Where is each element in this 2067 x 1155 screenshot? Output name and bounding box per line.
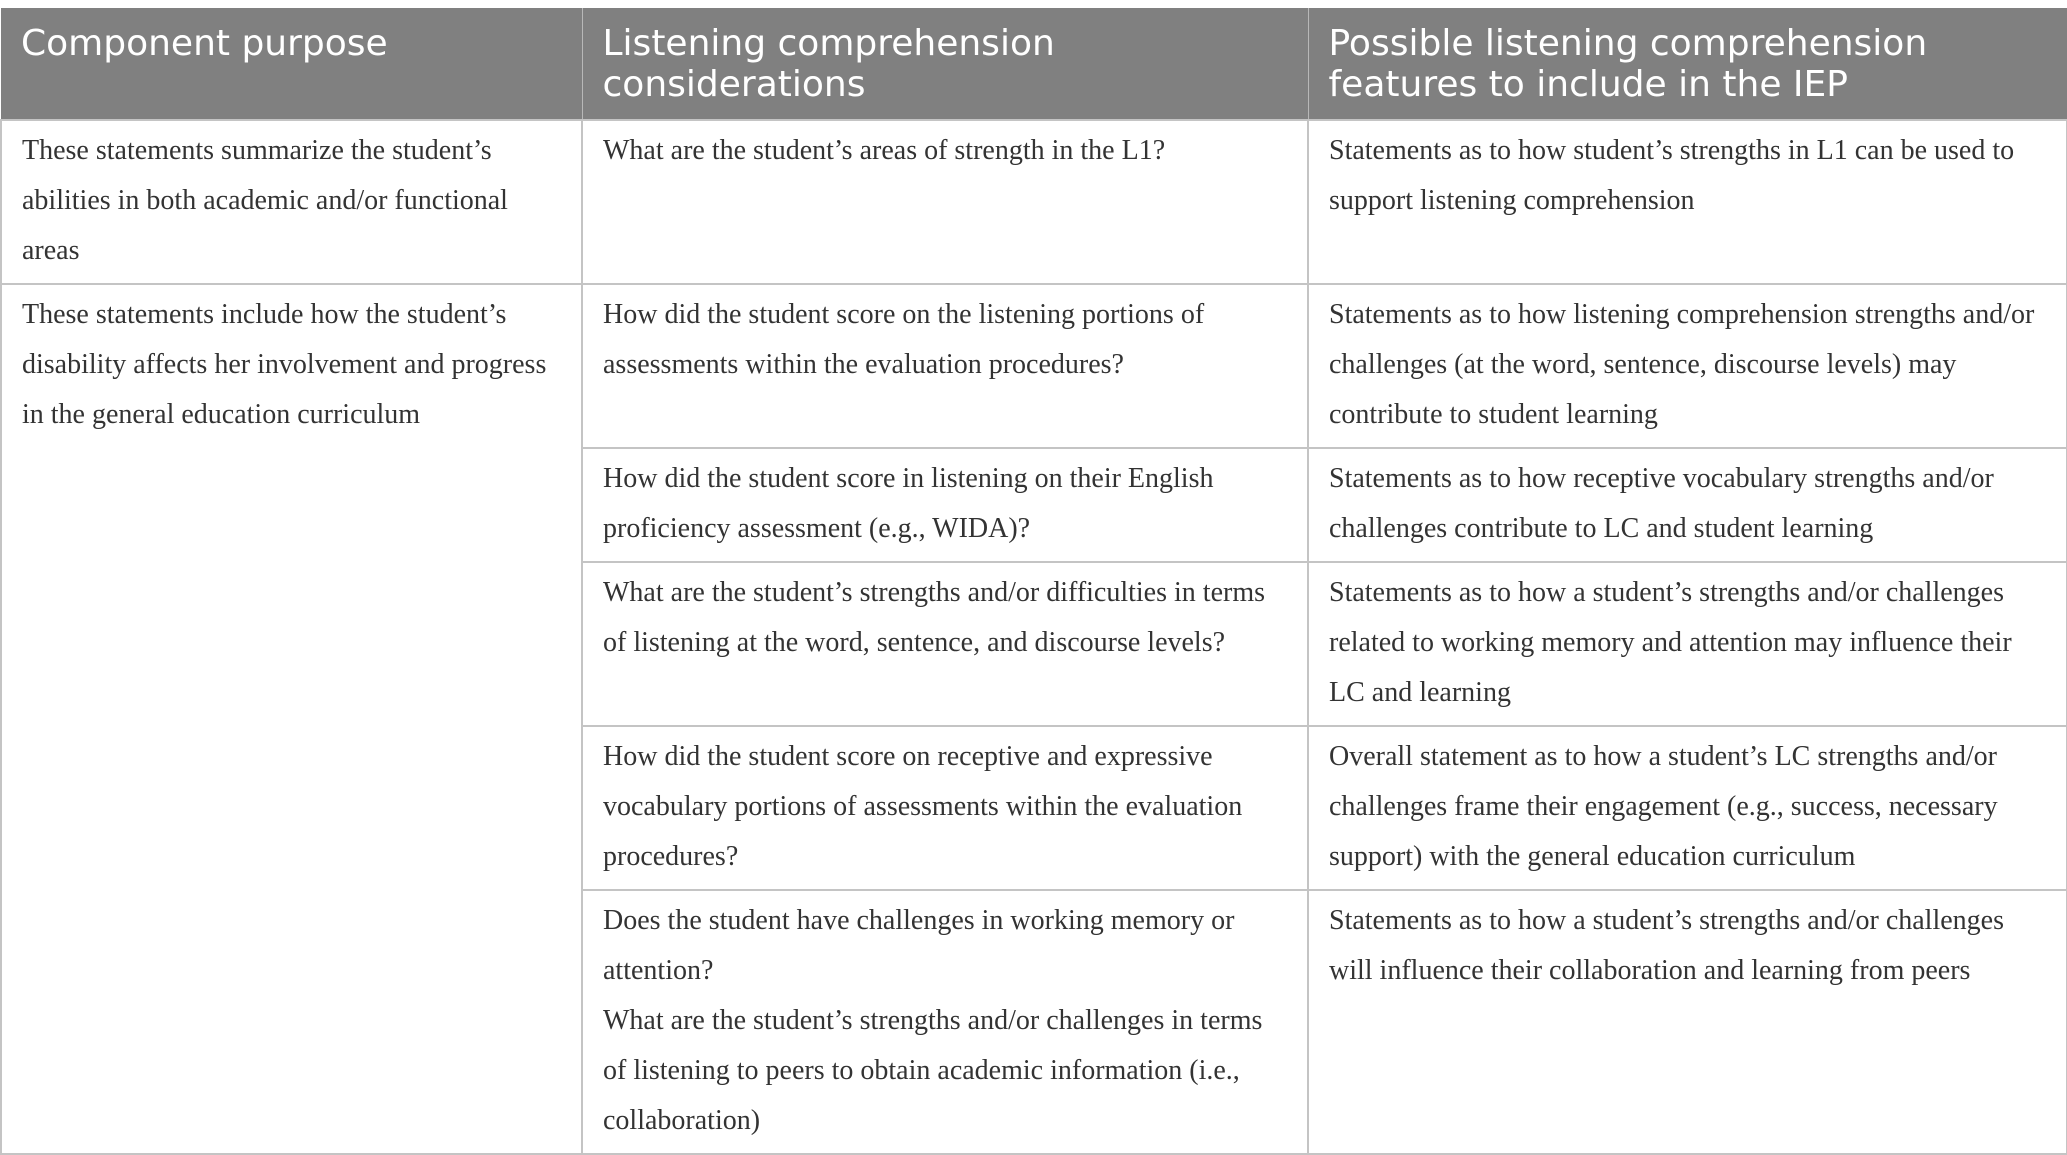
consideration-text: How did the student score on the listening portions of assessments within the evaluation procedures? [603, 299, 1205, 380]
header-iep-features: Possible listening comprehension features to include in the IEP [1308, 8, 2067, 120]
header-listening-considerations: Listening comprehension considerations [582, 8, 1308, 120]
consideration-text: What are the student’s areas of strength in the L1? [603, 135, 1166, 166]
consideration-text: What are the student’s strengths and/or challenges in terms of listening to peers to obtain academic information (i.e., collaboration) [603, 1005, 1263, 1136]
table-row [1, 120, 2067, 284]
iep-listening-table [0, 8, 2067, 1155]
purpose-cell: These statements summarize the student’s abilities in both academic and/or functional areas [1, 120, 582, 284]
consideration-cell [582, 562, 1308, 726]
header-component-purpose: Component purpose [1, 8, 582, 120]
feature-cell: Statements as to how student’s strengths in L1 can be used to support listening comprehension [1308, 120, 2067, 284]
consideration-text: How did the student score on receptive and expressive vocabulary portions of assessments within the evaluation procedures? [603, 741, 1243, 872]
consideration-cell [582, 120, 1308, 284]
consideration-cell [582, 890, 1308, 1154]
feature-cell: Statements as to how receptive vocabulary strengths and/or challenges contribute to LC and student learning [1308, 448, 2067, 562]
consideration-cell [582, 284, 1308, 448]
consideration-text: Does the student have challenges in working memory or attention? [603, 905, 1235, 986]
consideration-cell [582, 448, 1308, 562]
purpose-cell: These statements include how the student’s disability affects her involvement and progress in the general education curriculum [1, 284, 582, 1154]
consideration-text: How did the student score in listening on their English proficiency assessment (e.g., WIDA)? [603, 463, 1214, 544]
feature-cell: Statements as to how a student’s strengths and/or challenges will influence their collaboration and learning from peers [1308, 890, 2067, 1154]
feature-cell: Overall statement as to how a student’s LC strengths and/or challenges frame their engagement (e.g., success, necessary support) with the general education curriculum [1308, 726, 2067, 890]
feature-cell: Statements as to how a student’s strengths and/or challenges related to working memory and attention may influence their LC and learning [1308, 562, 2067, 726]
consideration-cell [582, 726, 1308, 890]
table-row [1, 284, 2067, 448]
consideration-text: What are the student’s strengths and/or difficulties in terms of listening at the word, sentence, and discourse levels? [603, 577, 1265, 658]
feature-cell: Statements as to how listening comprehension strengths and/or challenges (at the word, sentence, discourse levels) may contribute to student learning [1308, 284, 2067, 448]
header-row [1, 8, 2067, 120]
